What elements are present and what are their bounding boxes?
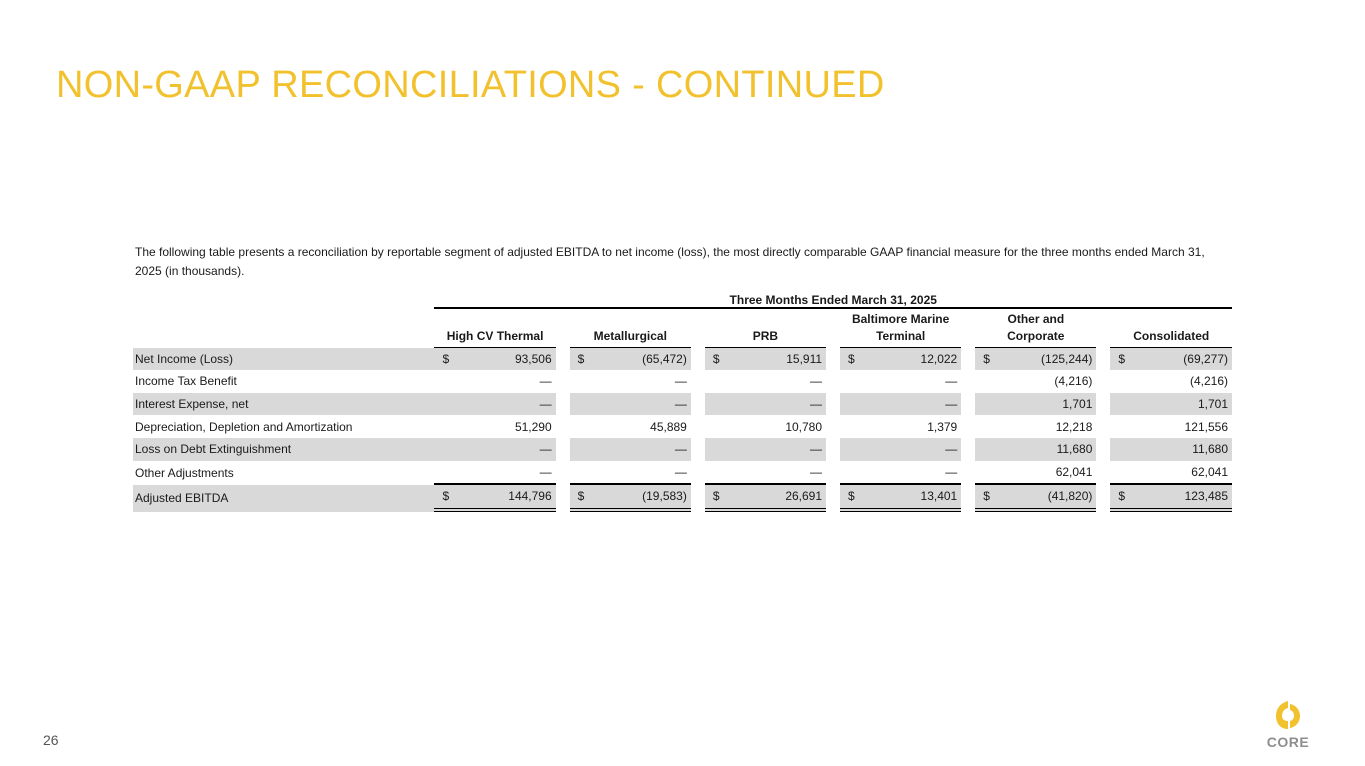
column-header bbox=[705, 309, 826, 348]
column-header-line: Metallurgical bbox=[593, 328, 667, 343]
value-cell: — bbox=[865, 438, 961, 461]
table-row bbox=[133, 370, 1232, 393]
reconciliation-table bbox=[133, 286, 1232, 512]
value-cell: 13,401 bbox=[865, 485, 961, 512]
currency-symbol bbox=[705, 370, 730, 393]
currency-symbol bbox=[570, 415, 595, 438]
table-row bbox=[133, 485, 1232, 512]
value-cell: 12,022 bbox=[865, 348, 961, 371]
currency-symbol bbox=[1110, 370, 1135, 393]
column-header-line: Baltimore Marine bbox=[851, 311, 950, 326]
column-header-line: Consolidated bbox=[1133, 328, 1210, 343]
value-cell: 11,680 bbox=[1135, 438, 1232, 461]
table-row bbox=[133, 348, 1232, 371]
currency-symbol: $ bbox=[570, 348, 595, 371]
currency-symbol bbox=[840, 393, 865, 416]
value-cell: — bbox=[730, 461, 826, 486]
currency-symbol bbox=[840, 370, 865, 393]
row-label: Net Income (Loss) bbox=[133, 348, 434, 371]
row-label: Income Tax Benefit bbox=[135, 374, 237, 389]
column-header-line: High CV Thermal bbox=[446, 328, 544, 343]
currency-symbol bbox=[434, 438, 459, 461]
row-label: Depreciation, Depletion and Amortization bbox=[135, 419, 353, 434]
currency-symbol: $ bbox=[975, 485, 1000, 512]
table-row bbox=[133, 461, 1232, 486]
page-number: 26 bbox=[43, 732, 59, 748]
row-label: Adjusted EBITDA bbox=[133, 485, 434, 512]
row-label: Other Adjustments bbox=[135, 465, 234, 480]
currency-symbol bbox=[1110, 415, 1135, 438]
currency-symbol: $ bbox=[975, 348, 1000, 371]
currency-symbol bbox=[570, 461, 595, 486]
value-cell: — bbox=[674, 374, 687, 389]
currency-symbol: $ bbox=[705, 348, 730, 371]
value-cell: — bbox=[810, 374, 823, 389]
value-cell: 1,701 bbox=[1135, 393, 1232, 416]
logo-text: CORE bbox=[1266, 734, 1310, 750]
core-logo bbox=[1256, 700, 1320, 760]
value-cell: 144,796 bbox=[460, 485, 556, 512]
currency-symbol bbox=[705, 393, 730, 416]
value-cell: — bbox=[865, 461, 961, 486]
value-cell: 10,780 bbox=[785, 419, 823, 434]
value-cell: — bbox=[460, 461, 556, 486]
value-cell: — bbox=[595, 438, 691, 461]
currency-symbol: $ bbox=[1110, 485, 1135, 512]
currency-symbol: $ bbox=[434, 348, 459, 371]
value-cell: 62,041 bbox=[1000, 461, 1096, 486]
currency-symbol bbox=[705, 461, 730, 486]
table-row bbox=[133, 415, 1232, 438]
period-header: Three Months Ended March 31, 2025 bbox=[434, 286, 1232, 309]
column-header bbox=[840, 309, 961, 348]
currency-symbol: $ bbox=[705, 485, 730, 512]
value-cell: 12,218 bbox=[1055, 419, 1093, 434]
value-cell: — bbox=[945, 374, 958, 389]
currency-symbol bbox=[975, 393, 1000, 416]
currency-symbol: $ bbox=[570, 485, 595, 512]
currency-symbol bbox=[975, 461, 1000, 486]
currency-symbol bbox=[570, 393, 595, 416]
page-title: NON-GAAP RECONCILIATIONS - CONTINUED bbox=[56, 64, 885, 106]
currency-symbol: $ bbox=[434, 485, 459, 512]
column-header bbox=[570, 309, 691, 348]
value-cell: (4,216) bbox=[1054, 374, 1093, 389]
table-row bbox=[133, 393, 1232, 416]
currency-symbol bbox=[975, 415, 1000, 438]
currency-symbol bbox=[705, 415, 730, 438]
currency-symbol: $ bbox=[840, 485, 865, 512]
core-logo-icon bbox=[1275, 700, 1301, 730]
value-cell: (19,583) bbox=[595, 485, 691, 512]
value-cell: 123,485 bbox=[1135, 485, 1232, 512]
value-cell: — bbox=[460, 393, 556, 416]
currency-symbol: $ bbox=[840, 348, 865, 371]
value-cell: — bbox=[865, 393, 961, 416]
row-label: Interest Expense, net bbox=[133, 393, 434, 416]
currency-symbol: $ bbox=[1110, 348, 1135, 371]
value-cell: 1,379 bbox=[927, 419, 958, 434]
column-header-line: Terminal bbox=[876, 328, 926, 343]
currency-symbol bbox=[840, 438, 865, 461]
value-cell: (69,277) bbox=[1135, 348, 1232, 371]
value-cell: 121,556 bbox=[1184, 419, 1228, 434]
currency-symbol bbox=[434, 415, 459, 438]
currency-symbol bbox=[705, 438, 730, 461]
value-cell: 51,290 bbox=[514, 419, 552, 434]
column-header-line: PRB bbox=[752, 328, 779, 343]
value-cell: — bbox=[595, 461, 691, 486]
value-cell: 15,911 bbox=[730, 348, 826, 371]
value-cell: — bbox=[595, 393, 691, 416]
value-cell: — bbox=[539, 374, 552, 389]
value-cell: (4,216) bbox=[1189, 374, 1228, 389]
value-cell: 62,041 bbox=[1135, 461, 1232, 486]
column-header-line: Other and bbox=[1007, 311, 1065, 326]
currency-symbol bbox=[570, 438, 595, 461]
currency-symbol bbox=[840, 415, 865, 438]
table-row bbox=[133, 438, 1232, 461]
currency-symbol bbox=[840, 461, 865, 486]
currency-symbol bbox=[434, 370, 459, 393]
column-header-line: Corporate bbox=[1007, 328, 1065, 343]
column-header bbox=[975, 309, 1096, 348]
currency-symbol bbox=[1110, 461, 1135, 486]
value-cell: 1,701 bbox=[1000, 393, 1096, 416]
currency-symbol bbox=[434, 393, 459, 416]
value-cell: (65,472) bbox=[595, 348, 691, 371]
value-cell: (125,244) bbox=[1000, 348, 1096, 371]
column-header bbox=[434, 309, 555, 348]
currency-symbol bbox=[975, 370, 1000, 393]
currency-symbol bbox=[1110, 438, 1135, 461]
value-cell: 93,506 bbox=[460, 348, 556, 371]
value-cell: — bbox=[730, 393, 826, 416]
currency-symbol bbox=[434, 461, 459, 486]
value-cell: (41,820) bbox=[1000, 485, 1096, 512]
value-cell: 11,680 bbox=[1000, 438, 1096, 461]
value-cell: — bbox=[460, 438, 556, 461]
row-label: Loss on Debt Extinguishment bbox=[133, 438, 434, 461]
currency-symbol bbox=[1110, 393, 1135, 416]
value-cell: — bbox=[730, 438, 826, 461]
intro-paragraph: The following table presents a reconciliation by reportable segment of adjusted EBITDA to net income (loss), the most directly comparable GAAP financial measure for the three months ended March 31, 2025 (in thousands). bbox=[135, 245, 1205, 278]
value-cell: 45,889 bbox=[650, 419, 687, 434]
column-header bbox=[1110, 309, 1232, 348]
value-cell: 26,691 bbox=[730, 485, 826, 512]
currency-symbol bbox=[975, 438, 1000, 461]
table-body bbox=[133, 348, 1232, 512]
column-header-row bbox=[133, 309, 1232, 348]
currency-symbol bbox=[570, 370, 595, 393]
